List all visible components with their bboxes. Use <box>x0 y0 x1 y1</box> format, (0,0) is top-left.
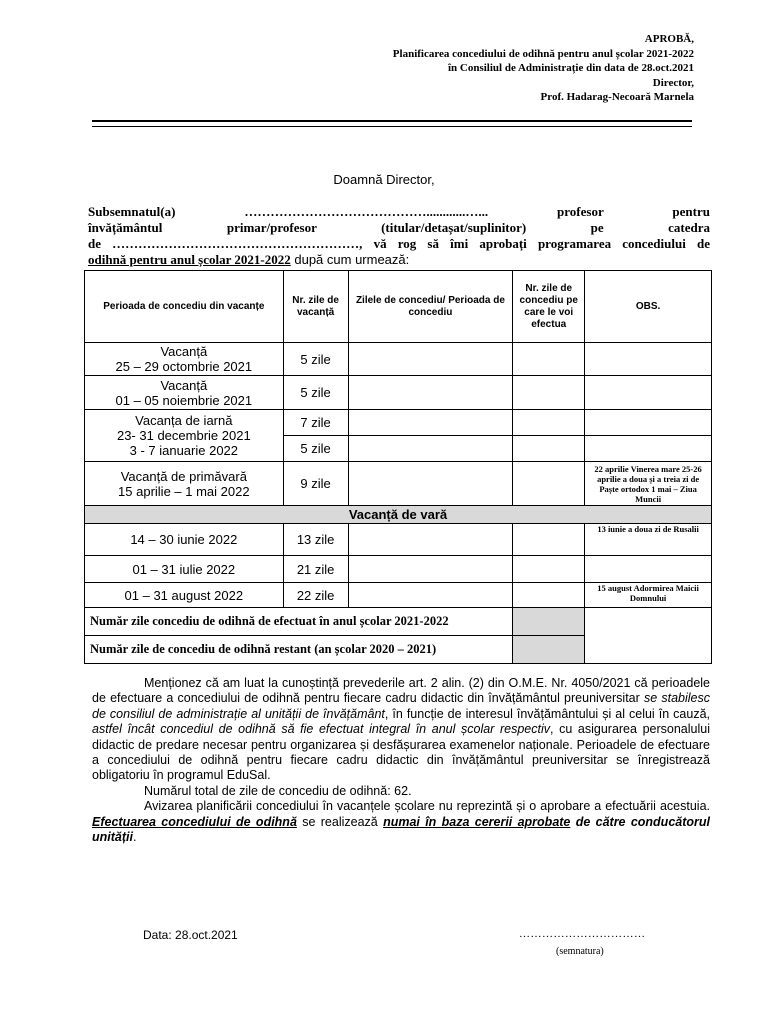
obs-cell <box>585 436 712 462</box>
table-row <box>85 556 712 583</box>
table-row <box>85 376 712 410</box>
statement-paragraph: Menționez că am luat la cunoștință prevederile art. 2 alin. (2) din O.M.E. Nr. 4050/2021 că perioadele de efectuare a concediului de odihnă pentru fiecare cadru didactic din învățământul preuniversitar se stabilesc de consiliul de administrație al unității de învățământ, în funcție de interesul învățământului și al celui în cauză, astfel încât concediul de odihnă să fie efectuat integral în anul școlar respectiv, cu asigurarea personalului didactic de predare necesar pentru organizarea și desfășurarea examenelor naționale. Perioadele de efectuare a concediului de odihnă pentru fiecare cadru didactic din învățământul preuniversitar se înregistrează obligatoriu în programul EduSal. <box>92 676 710 783</box>
intro-line <box>88 252 710 268</box>
header-vacation-days: Nr. zile de vacanță <box>283 271 348 343</box>
vacation-days-cell: 7 zile <box>283 410 348 436</box>
header-leave-count: Nr. zile de concediu pe care le voi efectua <box>513 271 585 343</box>
intro-line: Subsemnatul(a) ……………………………………............…... profesor pentru <box>88 204 710 219</box>
leave-count-cell[interactable] <box>513 462 585 506</box>
divider <box>92 120 692 122</box>
table-row <box>85 343 712 376</box>
vacation-days-cell: 9 zile <box>283 462 348 506</box>
period-cell: Vacanța de iarnă 23- 31 decembrie 2021 3 - 7 ianuarie 2022 <box>85 410 284 462</box>
period-cell: 14 – 30 iunie 2022 <box>85 524 284 556</box>
leave-count-cell[interactable] <box>513 376 585 410</box>
statement-text <box>92 676 710 845</box>
leave-count-cell[interactable] <box>513 583 585 608</box>
intro-underlined: odihnă pentru anul școlar 2021-2022 <box>88 252 291 267</box>
signature-line[interactable]: …………………………… <box>519 928 646 940</box>
total-row <box>85 608 712 636</box>
approval-title: APROBĂ, <box>644 33 694 45</box>
table-row <box>85 524 712 556</box>
obs-cell: 13 iunie a doua zi de Rusalii <box>585 524 712 556</box>
approval-note-paragraph: Avizarea planificării concediului în vacanțele școlare nu reprezintă și o aprobare a efectuării acestuia. Efectuarea concediului de odihnă se realizează numai în baza cererii aprobate de către conducătorul unității. <box>92 799 710 845</box>
leave-table <box>84 270 712 664</box>
divider <box>92 126 692 127</box>
signature-label: (semnatura) <box>556 946 604 957</box>
vacation-days-cell: 22 zile <box>283 583 348 608</box>
leave-count-cell[interactable] <box>513 524 585 556</box>
total-obs-cell <box>585 608 712 664</box>
salutation: Doamnă Director, <box>333 172 435 187</box>
vacation-days-cell: 21 zile <box>283 556 348 583</box>
vacation-days-cell: 5 zile <box>283 376 348 410</box>
leave-days-cell[interactable] <box>348 524 513 556</box>
table-row <box>85 462 712 506</box>
approval-line: în Consiliul de Administrație din data de 28.oct.2021 <box>447 62 694 75</box>
period-cell: 01 – 31 august 2022 <box>85 583 284 608</box>
leave-days-cell[interactable] <box>348 376 513 410</box>
leave-count-cell[interactable] <box>513 343 585 376</box>
leave-count-cell[interactable] <box>513 556 585 583</box>
header-period: Perioada de concediu din vacanțe <box>85 271 284 343</box>
approval-line: Planificarea concediului de odihnă pentru anul școlar 2021-2022 <box>392 47 694 60</box>
vacation-days-cell: 13 zile <box>283 524 348 556</box>
obs-cell: 15 august Adormirea Maicii Domnului <box>585 583 712 608</box>
total-label: Număr zile de concediu de odihnă restant (an școlar 2020 – 2021) <box>85 636 513 664</box>
obs-cell <box>585 410 712 436</box>
period-cell: Vacanță 01 – 05 noiembrie 2021 <box>85 376 284 410</box>
table-header-row <box>85 271 712 343</box>
total-days-paragraph: Numărul total de zile de concediu de odihnă: 62. <box>144 783 412 798</box>
table-row <box>85 410 712 436</box>
leave-days-cell[interactable] <box>348 410 513 436</box>
total-value-cell[interactable] <box>513 608 585 636</box>
period-cell: Vacanță 25 – 29 octombrie 2021 <box>85 343 284 376</box>
header-obs: OBS. <box>585 271 712 343</box>
leave-count-cell[interactable] <box>513 410 585 436</box>
obs-cell: 22 aprilie Vinerea mare 25-26 aprilie a doua și a treia zi de Paște ortodox 1 mai – Ziua Muncii <box>585 462 712 506</box>
intro-paragraph <box>88 204 710 268</box>
leave-days-cell[interactable] <box>348 436 513 462</box>
summer-title: Vacanță de vară <box>85 506 712 524</box>
vacation-days-cell: 5 zile <box>283 436 348 462</box>
leave-days-cell[interactable] <box>348 556 513 583</box>
leave-days-cell[interactable] <box>348 343 513 376</box>
obs-cell <box>585 556 712 583</box>
vacation-days-cell: 5 zile <box>283 343 348 376</box>
date-label: Data: 28.oct.2021 <box>143 928 238 942</box>
approval-block <box>393 32 694 105</box>
intro-line: învățământul primar/profesor (titular/detașat/suplinitor) pe catedra <box>88 220 710 235</box>
total-label: Număr zile concediu de odihnă de efectuat în anul școlar 2021-2022 <box>85 608 513 636</box>
header-leave-days: Zilele de concediu/ Perioada de concediu <box>348 271 513 343</box>
obs-cell <box>585 376 712 410</box>
leave-days-cell[interactable] <box>348 583 513 608</box>
table-row <box>85 583 712 608</box>
summer-header-row <box>85 506 712 524</box>
obs-cell <box>585 343 712 376</box>
intro-line: de …………………………………………………, vă rog să îmi aprobați programarea concediului de <box>88 236 710 251</box>
approval-signatory: Prof. Hadarag-Necoară Marnela <box>540 91 694 104</box>
total-value-cell[interactable] <box>513 636 585 664</box>
period-cell: 01 – 31 iulie 2022 <box>85 556 284 583</box>
intro-tail: după cum urmează: <box>290 252 410 267</box>
approval-line: Director, <box>652 76 694 89</box>
period-cell: Vacanță de primăvară 15 aprilie – 1 mai 2022 <box>85 462 284 506</box>
leave-days-cell[interactable] <box>348 462 513 506</box>
leave-count-cell[interactable] <box>513 436 585 462</box>
